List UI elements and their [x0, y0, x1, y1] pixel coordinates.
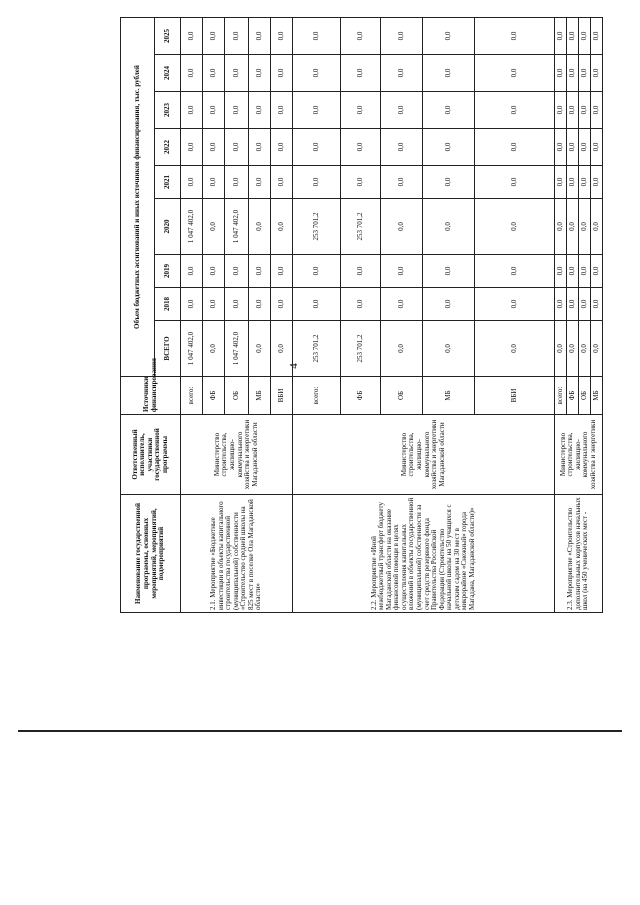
amount-cell: 0,0	[567, 288, 579, 321]
amount-cell: 0,0	[423, 129, 475, 166]
amount-cell: 0,0	[249, 288, 271, 321]
header-volume: Объем бюджетных ассигнований и иных источников финансирования, тыс. рублей	[121, 17, 155, 376]
header-year: 2024	[155, 55, 181, 92]
amount-cell: 0,0	[293, 166, 341, 199]
amount-cell: 0,0	[381, 199, 423, 255]
amount-cell: 0,0	[475, 17, 555, 54]
amount-cell: 0,0	[203, 288, 225, 321]
amount-cell: 0,0	[293, 129, 341, 166]
rotated-table-content	[120, 18, 600, 613]
amount-cell: 0,0	[249, 166, 271, 199]
amount-cell: 0,0	[475, 55, 555, 92]
amount-cell: 0,0	[249, 321, 271, 377]
amount-cell: 0,0	[591, 92, 603, 129]
amount-cell: 0,0	[567, 129, 579, 166]
amount-cell: 0,0	[475, 288, 555, 321]
funding-source: ФБ	[567, 377, 579, 415]
header-year: ВСЕГО	[155, 321, 181, 377]
amount-cell: 0,0	[555, 55, 567, 92]
amount-cell: 0,0	[203, 17, 225, 54]
funding-source: МБ	[249, 377, 271, 415]
amount-cell: 0,0	[181, 17, 203, 54]
funding-source: ОБ	[225, 377, 249, 415]
amount-cell: 0,0	[567, 199, 579, 255]
funding-source: ФБ	[341, 377, 381, 415]
amount-cell: 0,0	[293, 55, 341, 92]
amount-cell: 0,0	[579, 321, 591, 377]
funding-source: ВБИ	[271, 377, 293, 415]
header-sources: Источники финансирования	[121, 377, 181, 415]
amount-cell: 0,0	[203, 199, 225, 255]
amount-cell: 0,0	[475, 321, 555, 377]
activity-name: 2.1. Мероприятие «Бюджетные инвестиции в объекты капитального строительства государственной (муниципальной) собственности «Строительство средней школы на 825 мест в поселке Ола Магаданской области»	[181, 495, 293, 613]
header-year: 2021	[155, 166, 181, 199]
amount-cell: 0,0	[225, 288, 249, 321]
amount-cell: 0,0	[475, 129, 555, 166]
amount-cell: 0,0	[341, 92, 381, 129]
header-responsible: Ответственный исполнитель, участники государственной программы	[121, 415, 181, 495]
amount-cell: 0,0	[181, 255, 203, 288]
header-year: 2025	[155, 17, 181, 54]
amount-cell: 0,0	[579, 166, 591, 199]
header-year: 2020	[155, 199, 181, 255]
amount-cell: 0,0	[181, 92, 203, 129]
amount-cell: 0,0	[591, 166, 603, 199]
amount-cell: 0,0	[271, 55, 293, 92]
header-year: 2022	[155, 129, 181, 166]
amount-cell: 0,0	[423, 17, 475, 54]
amount-cell: 0,0	[249, 199, 271, 255]
funding-source: всего:	[293, 377, 341, 415]
amount-cell: 0,0	[423, 92, 475, 129]
header-year: 2023	[155, 92, 181, 129]
amount-cell: 253 701,2	[293, 199, 341, 255]
amount-cell: 0,0	[475, 166, 555, 199]
amount-cell: 0,0	[381, 288, 423, 321]
amount-cell: 0,0	[225, 129, 249, 166]
amount-cell: 0,0	[203, 166, 225, 199]
amount-cell: 0,0	[567, 255, 579, 288]
funding-source: ОБ	[579, 377, 591, 415]
table-row	[555, 17, 567, 612]
amount-cell: 0,0	[381, 55, 423, 92]
amount-cell: 0,0	[203, 321, 225, 377]
amount-cell: 0,0	[249, 129, 271, 166]
amount-cell: 0,0	[271, 321, 293, 377]
amount-cell: 0,0	[567, 17, 579, 54]
amount-cell: 0,0	[381, 17, 423, 54]
amount-cell: 0,0	[293, 288, 341, 321]
amount-cell: 0,0	[579, 55, 591, 92]
amount-cell: 0,0	[555, 199, 567, 255]
amount-cell: 0,0	[225, 17, 249, 54]
amount-cell: 0,0	[271, 199, 293, 255]
amount-cell: 1 047 402,0	[225, 199, 249, 255]
amount-cell: 0,0	[381, 166, 423, 199]
page-number: 4	[287, 363, 300, 369]
amount-cell: 0,0	[203, 92, 225, 129]
amount-cell: 0,0	[293, 92, 341, 129]
responsible-executor: Министерство строительства, жилищно-коммунального хозяйства и энергетики	[555, 415, 603, 495]
amount-cell: 0,0	[475, 92, 555, 129]
amount-cell: 0,0	[591, 55, 603, 92]
amount-cell: 0,0	[249, 17, 271, 54]
amount-cell: 0,0	[567, 166, 579, 199]
amount-cell: 0,0	[249, 255, 271, 288]
amount-cell: 0,0	[591, 199, 603, 255]
amount-cell: 0,0	[567, 92, 579, 129]
amount-cell: 0,0	[225, 55, 249, 92]
amount-cell: 1 047 402,0	[225, 321, 249, 377]
amount-cell: 0,0	[293, 255, 341, 288]
amount-cell: 0,0	[381, 129, 423, 166]
amount-cell: 0,0	[225, 255, 249, 288]
amount-cell: 0,0	[341, 255, 381, 288]
table-body	[181, 17, 603, 612]
amount-cell: 0,0	[555, 166, 567, 199]
rotated-table-frame	[120, 18, 600, 613]
amount-cell: 0,0	[423, 321, 475, 377]
amount-cell: 0,0	[423, 255, 475, 288]
amount-cell: 0,0	[579, 17, 591, 54]
amount-cell: 0,0	[181, 288, 203, 321]
amount-cell: 0,0	[341, 55, 381, 92]
amount-cell: 0,0	[555, 321, 567, 377]
amount-cell: 0,0	[475, 199, 555, 255]
amount-cell: 0,0	[203, 55, 225, 92]
amount-cell: 0,0	[555, 288, 567, 321]
responsible-executor: Министерство строительства, жилищно-коммунального хозяйства и энергетики Магаданской области	[293, 415, 555, 495]
amount-cell: 0,0	[591, 255, 603, 288]
activity-name: 2.2. Мероприятие «Иной межбюджетный трансферт бюджету Магаданской области на оказание финансовой помощи в целях осуществления капитальных вложений в объекты государственной (муниципальной) собственности за счет средств резервного фонда Правительства Российской Федерации (Строительство начальной школы на 50 учащихся с детским садом на 30 мест в микрорайоне «Снежный» города Магадана, Магаданской области)»	[293, 495, 555, 613]
amount-cell: 0,0	[555, 17, 567, 54]
amount-cell: 0,0	[579, 255, 591, 288]
amount-cell: 0,0	[271, 92, 293, 129]
amount-cell: 0,0	[181, 129, 203, 166]
amount-cell: 0,0	[225, 166, 249, 199]
funding-source: ФБ	[203, 377, 225, 415]
table-row	[293, 17, 341, 612]
amount-cell: 1 047 402,0	[181, 321, 203, 377]
amount-cell: 0,0	[271, 255, 293, 288]
amount-cell: 0,0	[271, 129, 293, 166]
amount-cell: 0,0	[591, 129, 603, 166]
amount-cell: 0,0	[181, 55, 203, 92]
amount-cell: 0,0	[381, 92, 423, 129]
responsible-executor: Министерство строительства, жилищно-коммунального хозяйства и энергетики Магаданской области	[181, 415, 293, 495]
amount-cell: 0,0	[555, 255, 567, 288]
amount-cell: 0,0	[579, 129, 591, 166]
header-year: 2018	[155, 288, 181, 321]
funding-source: ВБИ	[475, 377, 555, 415]
amount-cell: 0,0	[341, 166, 381, 199]
amount-cell: 0,0	[567, 55, 579, 92]
amount-cell: 0,0	[249, 92, 271, 129]
funding-source: всего:	[555, 377, 567, 415]
amount-cell: 0,0	[381, 255, 423, 288]
funding-source: ОБ	[381, 377, 423, 415]
amount-cell: 0,0	[591, 17, 603, 54]
amount-cell: 0,0	[579, 199, 591, 255]
amount-cell: 0,0	[579, 288, 591, 321]
amount-cell: 253 701,2	[293, 321, 341, 377]
amount-cell: 0,0	[423, 55, 475, 92]
funding-source: всего:	[181, 377, 203, 415]
amount-cell: 0,0	[579, 92, 591, 129]
amount-cell: 0,0	[203, 129, 225, 166]
amount-cell: 253 701,2	[341, 321, 381, 377]
amount-cell: 0,0	[271, 166, 293, 199]
amount-cell: 0,0	[271, 17, 293, 54]
amount-cell: 0,0	[225, 92, 249, 129]
table-row	[181, 17, 203, 612]
amount-cell: 1 047 402,0	[181, 199, 203, 255]
amount-cell: 0,0	[423, 199, 475, 255]
amount-cell: 0,0	[203, 255, 225, 288]
amount-cell: 0,0	[591, 321, 603, 377]
amount-cell: 0,0	[591, 288, 603, 321]
amount-cell: 0,0	[293, 17, 341, 54]
amount-cell: 0,0	[341, 17, 381, 54]
page-divider	[18, 730, 622, 732]
amount-cell: 0,0	[423, 288, 475, 321]
amount-cell: 0,0	[249, 55, 271, 92]
amount-cell: 0,0	[271, 288, 293, 321]
activity-name: 2.3. Мероприятие «Строительство дополнительных корпусов начальных школ (на 450 ученических мест -	[555, 495, 603, 613]
amount-cell: 253 701,2	[341, 199, 381, 255]
amount-cell: 0,0	[381, 321, 423, 377]
header-name: Наименование государственной программы, основных мероприятий, мероприятий, подмероприятий	[121, 495, 181, 613]
funding-source: МБ	[591, 377, 603, 415]
amount-cell: 0,0	[475, 255, 555, 288]
header-year: 2019	[155, 255, 181, 288]
amount-cell: 0,0	[181, 166, 203, 199]
amount-cell: 0,0	[555, 92, 567, 129]
amount-cell: 0,0	[555, 129, 567, 166]
amount-cell: 0,0	[567, 321, 579, 377]
budget-table	[120, 17, 603, 613]
amount-cell: 0,0	[341, 129, 381, 166]
amount-cell: 0,0	[423, 166, 475, 199]
amount-cell: 0,0	[341, 288, 381, 321]
funding-source: МБ	[423, 377, 475, 415]
